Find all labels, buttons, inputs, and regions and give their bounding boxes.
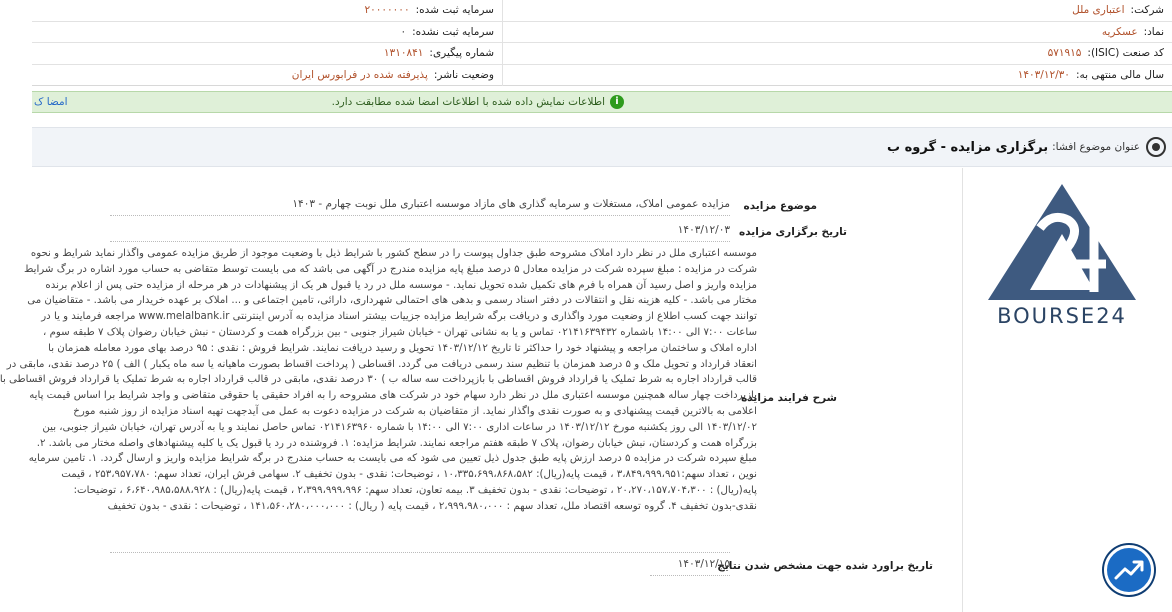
subject-divider bbox=[110, 215, 730, 216]
topic-heading bbox=[887, 137, 1166, 157]
process-line: اداره املاک و ساختمان مراجعه و پیشنهاد خود را حداکثر تا تاریخ ۱۴۰۳/۱۲/۱۲ تحویل و رسید دریافت نمایند. شرایط فروش : نقدی : ۹۵ درصد بهای مورد معامله همزمان با bbox=[48, 342, 757, 354]
registered-capital-label: سرمایه ثبت شده: bbox=[415, 4, 494, 17]
topic-label: عنوان موضوع افشا: bbox=[1052, 141, 1140, 153]
results-date-value: ۱۴۰۳/۱۲/۱۵ bbox=[677, 558, 730, 570]
unregistered-capital-label: سرمایه ثبت نشده: bbox=[412, 25, 494, 38]
process-line: بزرگراه همت و کردستان، نبش خیابان رضوان، پلاک ۷ طبقه هفتم مراجعه نمایند. شرایط مزایده: ۱. فروشنده در رد یا قبول یک یا کلیه پیشنهادهای واصله مختار می باشد. ۲. bbox=[36, 437, 757, 449]
trend-up-icon bbox=[1114, 558, 1144, 582]
publisher-value: پذیرفته شده در فرابورس ایران bbox=[291, 69, 428, 82]
date-label: تاریخ برگزاری مزایده bbox=[739, 226, 847, 238]
company-value[interactable]: اعتباری ملل bbox=[1072, 4, 1125, 17]
isic-cell bbox=[502, 43, 1172, 64]
process-line: بازپرداخت چهار ساله همچنین موسسه اعتباری ملل در نظر دارد سهام خود در شرکت های مشروحه را به افراد حقیقی یا حقوقی متقاضی و واجد شرایط برا اساس قیمت پایه bbox=[29, 390, 757, 402]
chart-fab-button[interactable] bbox=[1104, 545, 1154, 595]
signature-link[interactable]: امضا ک bbox=[34, 96, 68, 108]
registered-capital-cell bbox=[32, 0, 502, 21]
symbol-value[interactable]: عسکریه bbox=[1101, 25, 1138, 38]
company-label: شرکت: bbox=[1130, 4, 1164, 17]
publisher-cell bbox=[32, 65, 502, 87]
target-icon bbox=[1146, 137, 1166, 157]
process-line: قالب قرارداد اجاره به شرط تملیک یا قرارداد فروش اقساطی با بازپرداخت سه ساله ب ) ۳۰ درصد نقدی، مابقی در قالب قرارداد اجاره به شرط تملیک یا قرارداد فروش اقساطی با bbox=[0, 374, 757, 386]
process-line: نوین ، تعداد سهم:۳،۸۴۹،۹۹۹،۹۵۱ ، قیمت پایه(ریال): ۱۰،۳۳۵،۶۹۹،۸۶۸،۵۸۲ ، توضیحات: نقدی - بدون تخفیف ۲. سهامی فرش ایران، تعداد سهم: ۲۵۳،۹۵۷،۷۸۰ ، قیمت bbox=[61, 469, 757, 481]
process-text bbox=[0, 246, 757, 515]
tracking-cell bbox=[32, 43, 502, 64]
info-row-2 bbox=[32, 22, 1172, 44]
process-line: مزایده واریز و اصل رسید آن همراه با فرم های تکمیل شده تحویل نماید. - موسسه ملل در رد یا قبول هر یک از پیشنهادات در هر مرحله از مزایده حتی پس از اعلام برنده bbox=[45, 279, 757, 291]
fiscal-cell bbox=[502, 65, 1172, 87]
signature-status-bar bbox=[32, 91, 1172, 113]
unregistered-capital-value: ۰ bbox=[400, 25, 407, 38]
sidebar-divider bbox=[962, 168, 963, 612]
subject-label: موضوع مزایده bbox=[743, 200, 817, 212]
process-line: ۱۴۰۳/۱۲/۰۲ الی روز یکشنبه مورخ ۱۴۰۳/۱۲/۱۲ در ساعات اداری ۷:۰۰ الی ۱۴:۰۰ با شماره ۰۲۱۴۱۶۳۹۶۰ تماس حاصل نمایند و یا به آدرس تهران، خیابان شیراز جنوبی، بین bbox=[42, 421, 757, 433]
fiscal-label: سال مالی منتهی به: bbox=[1075, 69, 1164, 82]
process-line: اعلامی به بالاترین قیمت پیشنهادی و به صورت نقدی واگذار نماید. از متقاضیان به شرکت در مزایده دعوت به عمل می آیدجهت تهیه اسناد مزایده از روز شنبه مورخ bbox=[73, 405, 757, 417]
symbol-label: نماد: bbox=[1143, 25, 1164, 38]
fiscal-value: ۱۴۰۳/۱۲/۳۰ bbox=[1017, 69, 1070, 82]
process-line: توانند جهت کسب اطلاع از وضعیت مورد واگذاری و دریافت برگه شرایط مزایده جزییات بیشتر اسناد مزایده به آدرس اینترنتی www.melalbank.ir مراجعه فرمایند و یا در bbox=[41, 311, 757, 323]
date-divider bbox=[110, 241, 730, 242]
company-cell bbox=[502, 0, 1172, 21]
info-icon: i bbox=[610, 95, 624, 109]
info-row-4 bbox=[32, 65, 1172, 87]
tracking-label: شماره پیگیری: bbox=[429, 47, 494, 60]
auction-details bbox=[0, 168, 962, 612]
results-date-label: تاریخ براورد شده جهت مشخص شدن نتایج bbox=[717, 560, 933, 572]
symbol-cell bbox=[502, 22, 1172, 43]
process-divider bbox=[110, 552, 730, 553]
topic-bar bbox=[32, 127, 1172, 167]
tracking-value: ۱۳۱۰۸۴۱ bbox=[383, 47, 424, 60]
process-line: نقدی-بدون تخفیف ۴. گروه توسعه اقتصاد ملل، تعداد سهم : ۲،۹۹۹،۹۸۰،۰۰۰ ، قیمت پایه ( ریال) : ۱۴۱،۵۶۰،۲۸۰،۰۰۰،۰۰۰ ، توضیحات : نقدی - بدون تخفیف bbox=[107, 500, 757, 512]
topic-title: برگزاری مزایده - گروه ب bbox=[887, 139, 1049, 155]
process-line: ساعات ۷:۰۰ الی ۱۴:۰۰ باشماره ۰۲۱۴۱۶۳۹۴۳۲ تماس و یا به نشانی تهران - خیابان شیراز جنوبی - بین بزرگراه همت و کردستان - نبش خیابان رضوان پلاک ۷ طبقه سوم ، bbox=[43, 326, 757, 338]
info-row-1 bbox=[32, 0, 1172, 22]
company-info-table bbox=[32, 0, 1172, 86]
registered-capital-value: ۲۰۰۰۰۰۰۰ bbox=[364, 4, 410, 17]
date-value: ۱۴۰۳/۱۲/۰۳ bbox=[677, 224, 730, 236]
results-divider bbox=[650, 575, 730, 576]
process-line: شرکت در مزایده : مبلغ سپرده شرکت در مزایده معادل ۵ درصد مبلغ پایه مزایده مندرج در آگهی می باشد که می بایست توسط متقاضی به حساب مورد اشاره در برگ شرایط bbox=[23, 263, 757, 275]
isic-label: کد صنعت (ISIC): bbox=[1087, 47, 1164, 60]
logo-text: BOURSE24 bbox=[997, 304, 1127, 328]
publisher-label: وضعیت ناشر: bbox=[433, 69, 494, 82]
process-line: انعقاد قرارداد و تحویل ملک و ۵ درصد همزمان با تنظیم سند رسمی دریافت می گردد. اقساطی ( پرداخت اقساط بصورت ماهیانه یا سه ماه یکبار ) الف ) ۲۵ درصد نقدی، مابقی در bbox=[6, 358, 757, 370]
subject-value: مزایده عمومی املاک، مستغلات و سرمایه گذاری های مازاد موسسه اعتباری ملل نوبت چهارم - ۱۴۰۳ bbox=[292, 198, 730, 210]
process-line: موسسه اعتباری ملل در نظر دارد املاک مشروحه طبق جداول پیوست را در سطح کشور با شرایط ذیل با وضعیت موجود از طریق مزایده عمومی واگذار نماید شرایط و نحوه bbox=[30, 248, 757, 259]
process-label: شرح فرایند مزایده bbox=[741, 392, 837, 404]
isic-value: ۵۷۱۹۱۵ bbox=[1047, 47, 1082, 60]
process-line: مختار می باشد. - کلیه هزینه نقل و انتقالات در دفتر اسناد رسمی و بدهی های احتمالی شهرداری، دارائی، تامین اجتماعی و ... املاک بر عهده خریدار می باشد. - متقاضیان می bbox=[27, 295, 757, 307]
info-row-3 bbox=[32, 43, 1172, 65]
unregistered-capital-cell bbox=[32, 22, 502, 43]
process-line: مبلغ سپرده شرکت در مزایده ۵ درصد ارزش پایه طبق جدول ذیل تعیین می شود که می بایست به حساب مندرج در برگه شرایط مزایده واریز و ارسال گردد. ۱. تامین سرمایه bbox=[28, 453, 757, 465]
signature-status-text: اطلاعات نمایش داده شده با اطلاعات امضا شده مطابقت دارد. bbox=[331, 96, 605, 108]
signature-status-message bbox=[332, 95, 624, 109]
process-line: پایه(ریال) : ۲۰،۲۷۰،۱۵۷،۷۰۴،۳۰۰ ، توضیحات: نقدی - بدون تخفیف ۳. بیمه تعاون، تعداد سهم: ۲،۳۹۹،۹۹۹،۹۹۶ ، قیمت پایه(ریال) : ۶،۶۴۰،۹۸۵،۵۸۸،۹۲۸ ، توضیحات: bbox=[73, 484, 757, 496]
